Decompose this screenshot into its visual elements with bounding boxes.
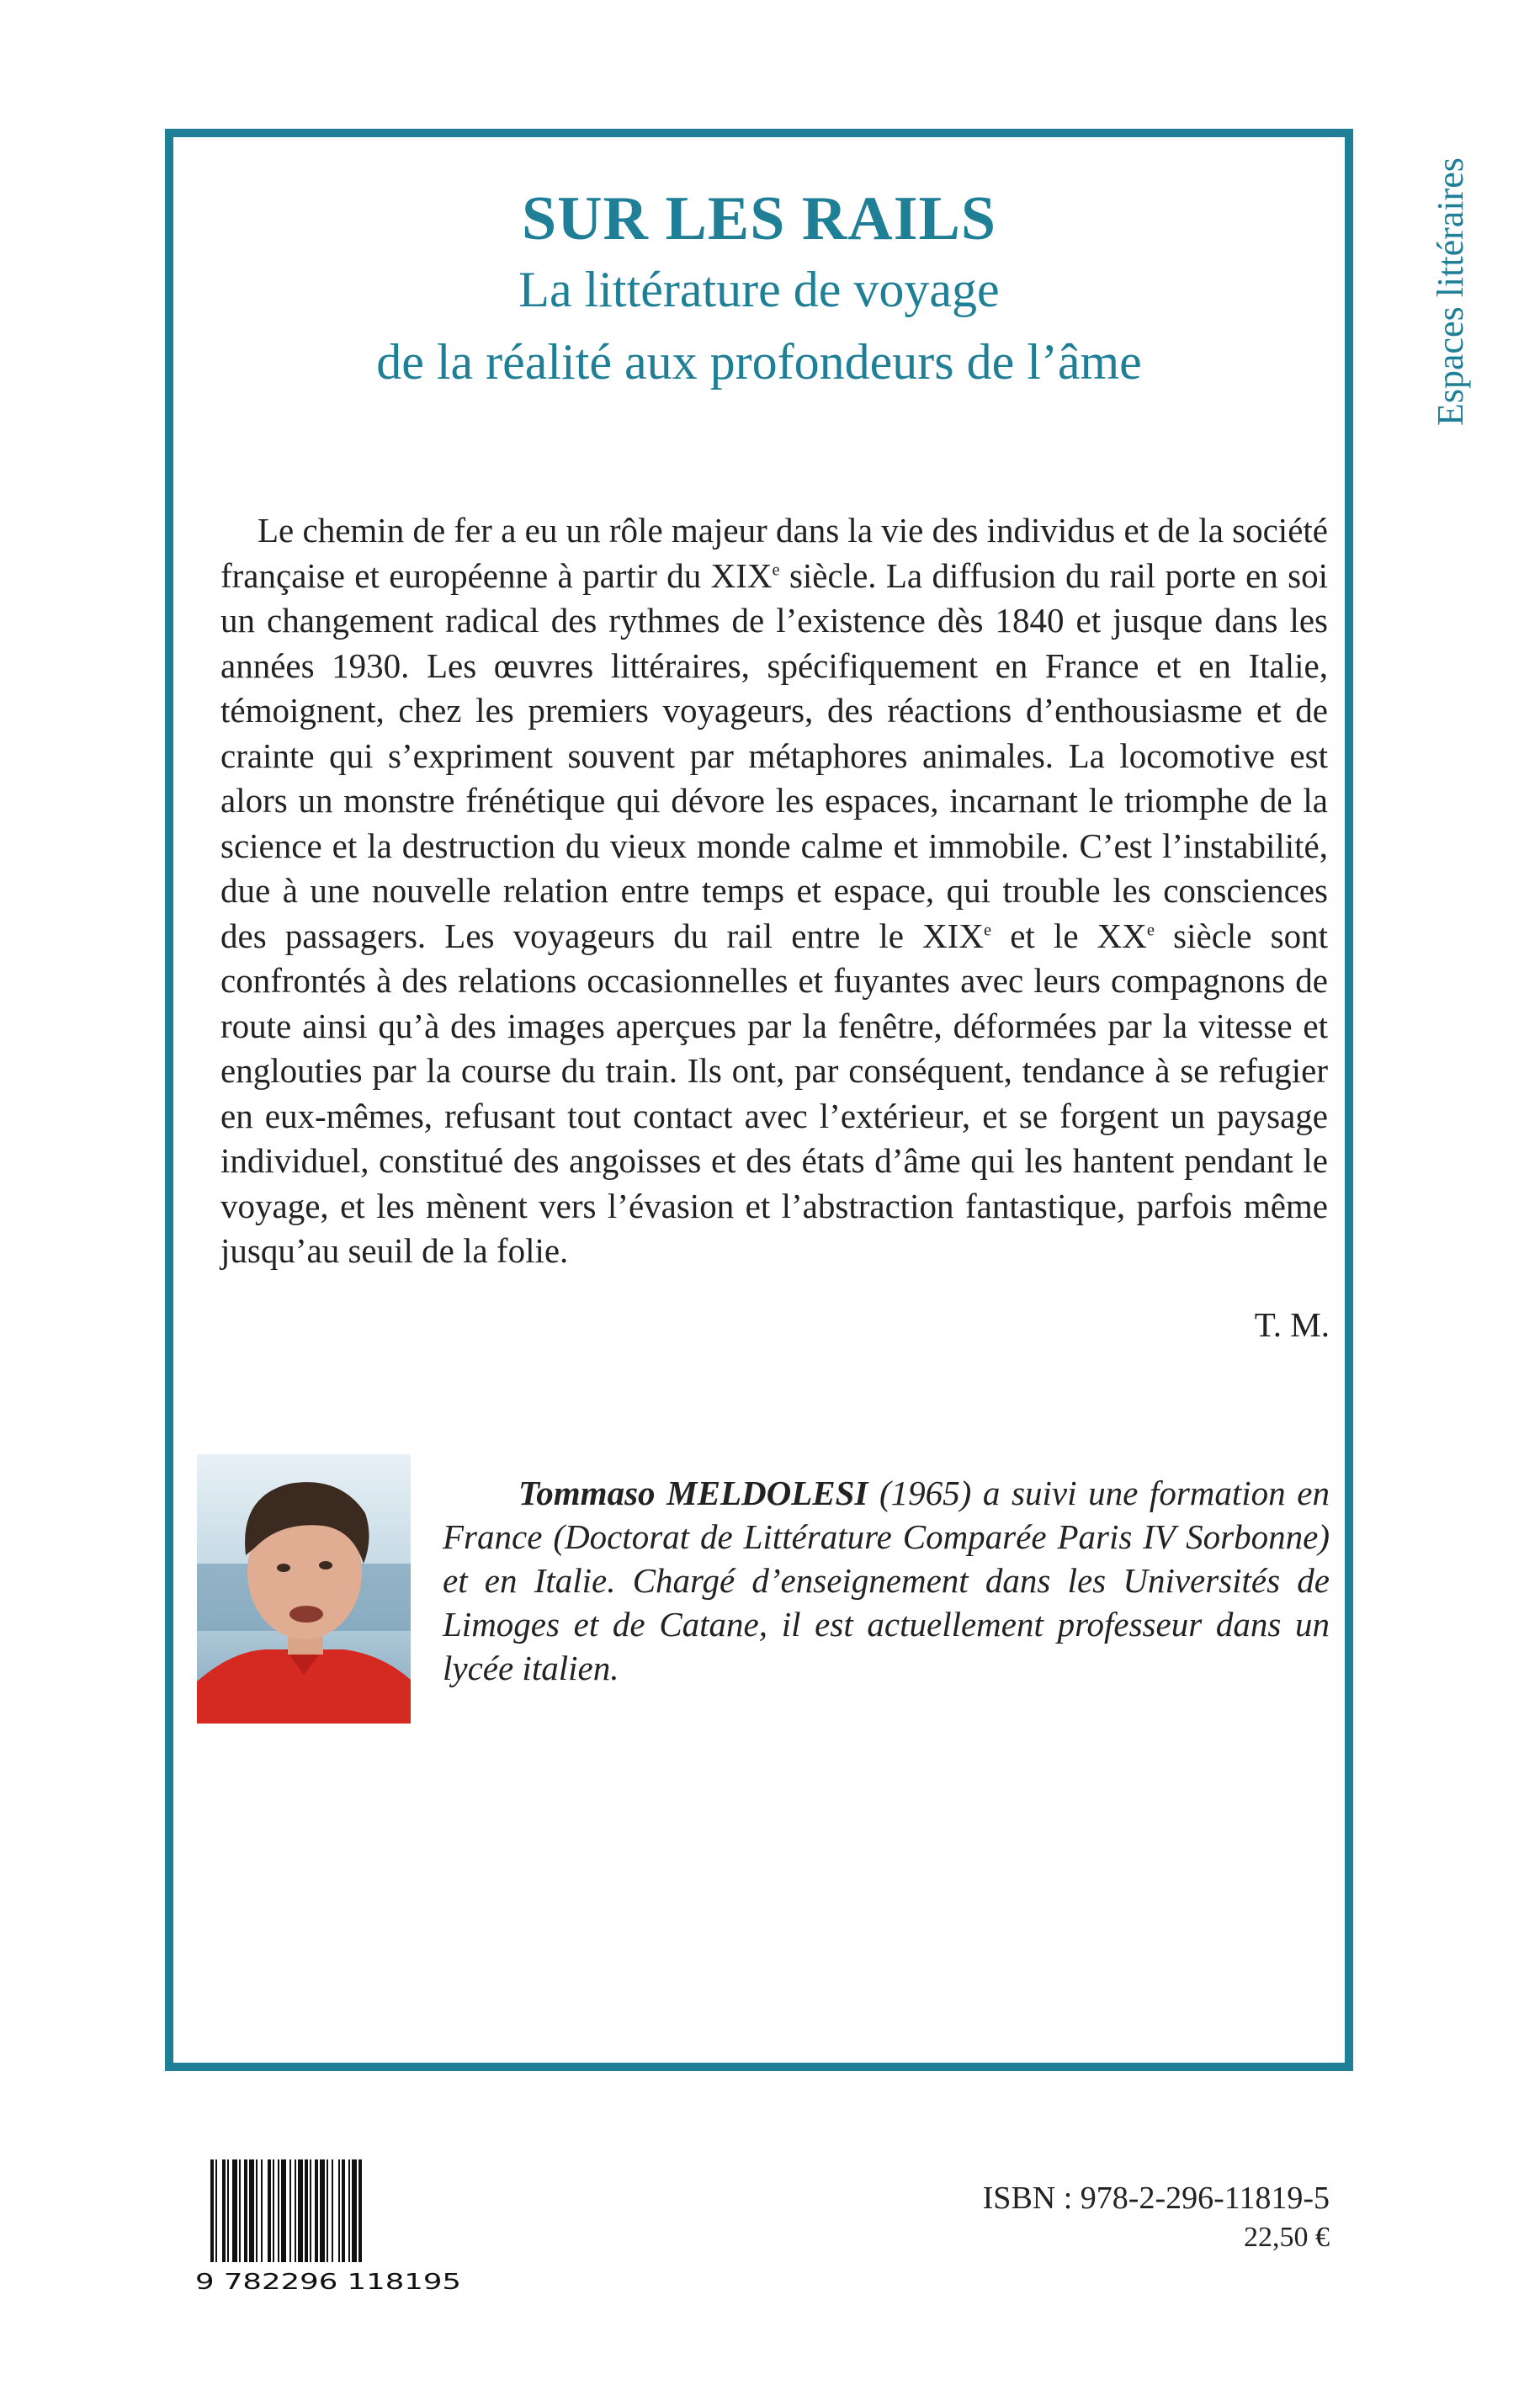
author-name: Tommaso MELDOLESI	[518, 1474, 868, 1512]
barcode-bar	[358, 2159, 362, 2262]
barcode-bar	[281, 2159, 286, 2262]
barcode-bar	[327, 2159, 328, 2262]
barcode-bar	[215, 2159, 217, 2262]
barcode-bar	[298, 2159, 303, 2262]
isbn: ISBN : 978-2-296-11819-5	[982, 2180, 1330, 2216]
barcode-bar	[278, 2159, 279, 2262]
barcode-bar	[348, 2159, 350, 2262]
barcode-bar	[273, 2159, 274, 2262]
barcode-bar	[227, 2159, 229, 2262]
subtitle-line-2: de la réalité aux profondeurs de l’âme	[376, 334, 1142, 390]
blurb-part: Le chemin de fer a eu un rôle majeur dans la vie des individus et de la société française et européenne à partir du XIX	[220, 511, 1328, 595]
barcode-bar	[289, 2159, 291, 2262]
author-photo	[197, 1454, 411, 1724]
barcode-bar	[210, 2159, 214, 2262]
barcode-bar	[320, 2159, 325, 2262]
barcode-bar	[332, 2159, 333, 2262]
superscript-e: e	[772, 560, 780, 579]
barcode-bar	[338, 2159, 340, 2262]
blurb-text	[220, 508, 1328, 1274]
barcode-bar	[295, 2159, 296, 2262]
barcode-bar	[310, 2159, 311, 2262]
signature: T. M.	[1254, 1305, 1330, 1344]
barcode-bar	[232, 2159, 237, 2262]
barcode-bar	[244, 2159, 247, 2262]
author-bio-text: (1965) a suivi une formation en France (Doctorat de Littérature Comparée Paris IV Sorbonne) et en Italie. Chargé d’enseignement dans les Universités de Limoges et de Catane, il est actuellement professeur dans un lycée italien.	[443, 1474, 1330, 1687]
barcode-bar	[342, 2159, 345, 2262]
barcode-bar	[249, 2159, 254, 2262]
barcode-bar	[268, 2159, 271, 2262]
blurb-part: siècle. La diffusion du rail porte en soi un changement radical des rythmes de l’existence dès 1840 et jusque dans les années 1930. Les œuvres littéraires, spécifiquement en France et en Italie, témoignent, chez les premiers voyageurs, des réactions d’enthousiasme et de crainte qui s’expriment souvent par métaphores animales. La locomotive est alors un monstre frénétique qui dévore les espaces, incarnant le triomphe de la science et la destruction du vieux monde calme et immobile. C’est l’instabilité, due à une nouvelle relation entre temps et espace, qui trouble les consciences des passagers. Les voyageurs du rail entre le XIX	[220, 555, 1328, 955]
price: 22,50 €	[1244, 2222, 1330, 2253]
subtitle-line-1: La littérature de voyage	[518, 262, 1000, 317]
blurb-part: siècle sont confrontés à des relations occasionnelles et fuyantes avec leurs compagnons de route ainsi qu’à des images aperçues par la fenêtre, déformées par la vitesse et englouties par la course du train. Ils ont, par conséquent, tendance à se refugier en eux-mêmes, refusant tout contact avec l’extérieur, et se forgent un paysage individuel, constitué des angoisses et des états d’âme qui les hantent pendant le voyage, et les mènent vers l’évasion et l’abstraction fantastique, parfois même jusqu’au seuil de la folie.	[220, 916, 1328, 1270]
series-name: Espaces littéraires	[1430, 157, 1471, 426]
barcode-bar	[256, 2159, 258, 2262]
barcode-bar	[315, 2159, 318, 2262]
barcode-bar	[222, 2159, 226, 2262]
superscript-e: e	[1146, 920, 1155, 939]
book-title: SUR LES RAILS	[521, 184, 997, 253]
barcode-digits: 9 782296 118195	[195, 2270, 461, 2294]
blurb-part: et le XX	[991, 916, 1147, 955]
barcode	[195, 2159, 465, 2294]
barcode-bar	[261, 2159, 263, 2262]
superscript-e: e	[983, 920, 992, 939]
barcode-bar	[239, 2159, 241, 2262]
barcode-bar	[305, 2159, 308, 2262]
series-label	[1430, 118, 1471, 426]
barcode-bar	[352, 2159, 357, 2262]
author-bio	[443, 1471, 1330, 1690]
